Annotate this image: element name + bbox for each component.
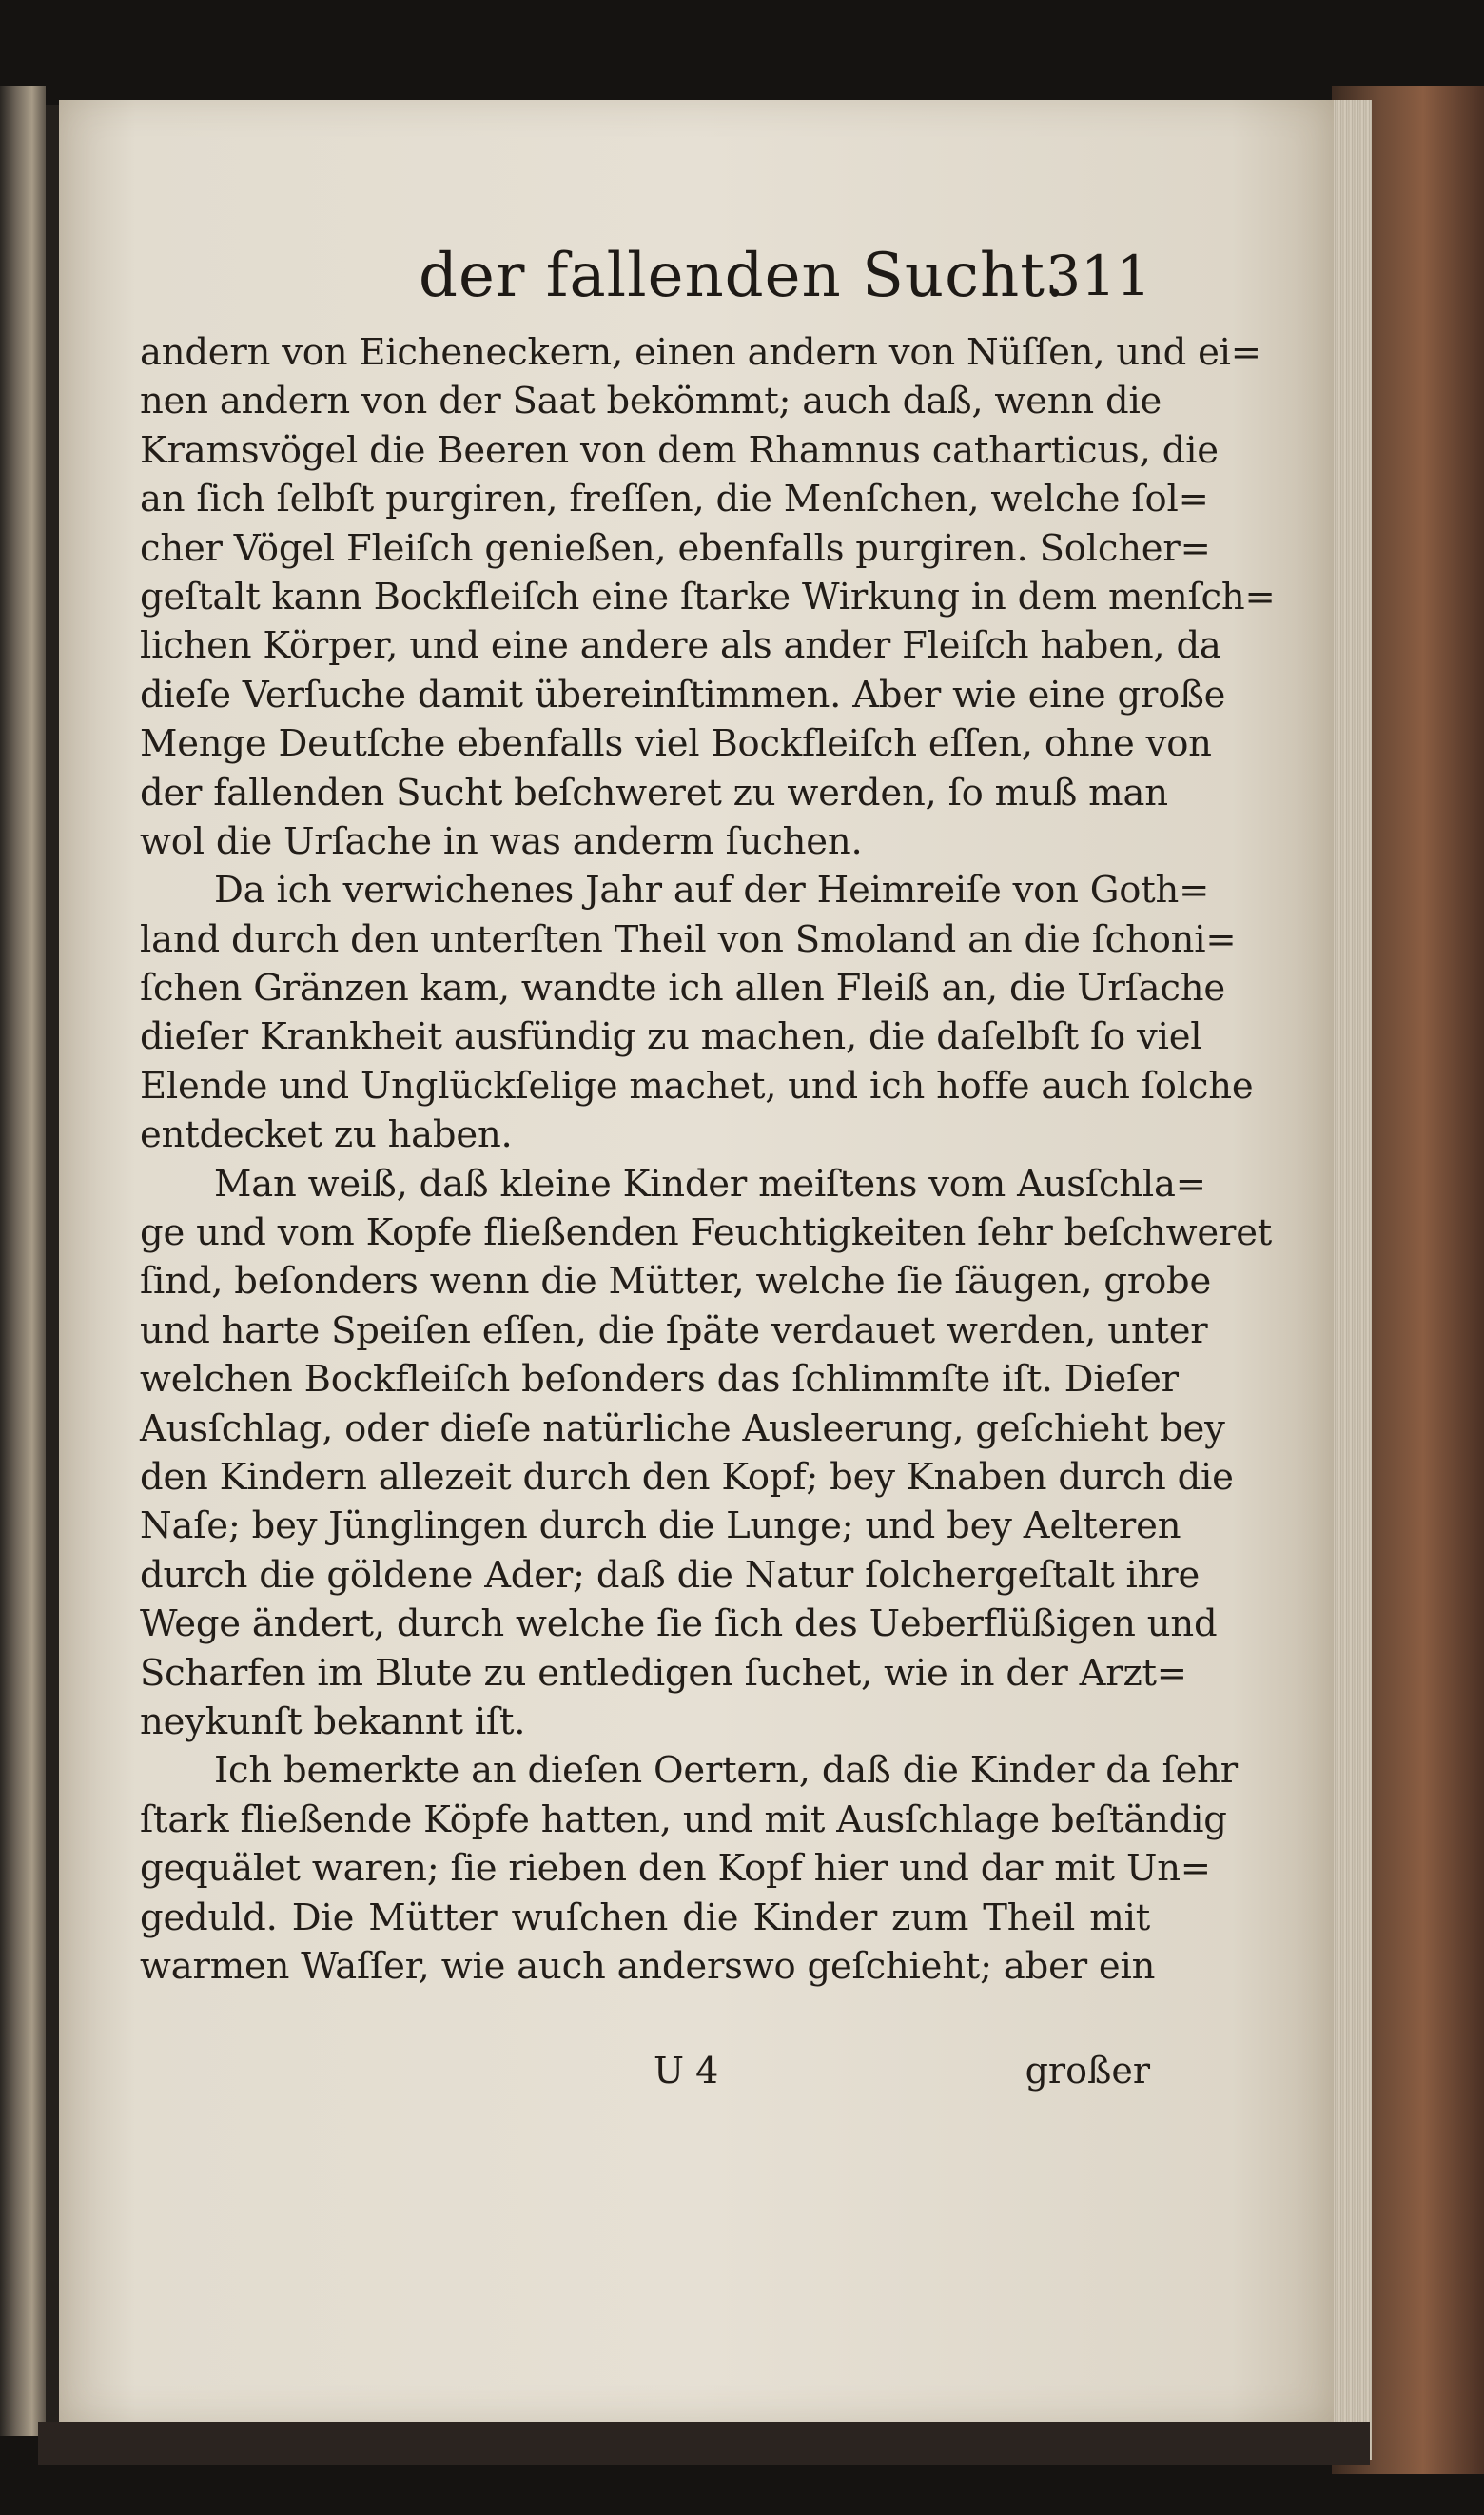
text-line: Elende und Unglückſelige machet, und ich hoffe auch ſolche [140,1064,1254,1108]
text-line: ge und vom Kopfe fließenden Feuchtigkeiten ſehr beſchweret [140,1211,1273,1255]
text-line: Menge Deutſche ebenfalls viel Bockfleiſch eſſen, ohne von [140,722,1212,766]
paragraph [140,1746,1238,1991]
paragraph [140,1160,1273,1747]
running-title: der fallenden Sucht. [419,241,1066,311]
text-line: entdecket zu haben. [140,1113,513,1157]
text-line: und harte Speiſen eſſen, die ſpäte verdauet werden, unter [140,1308,1208,1352]
text-line: Ich bemerkte an dieſen Oertern, daß die Kinder da ſehr [214,1749,1238,1793]
text-line: geſtalt kann Bockfleiſch eine ſtarke Wirkung in dem menſch= [140,575,1276,619]
text-line: wol die Urſache in was anderm ſuchen. [140,819,863,863]
text-line: geduld. Die Mütter wuſchen die Kinder zum Theil mit [140,1896,1150,1939]
text-line: welchen Bockfleiſch beſonders das ſchlimmſte iſt. Dieſer [140,1358,1179,1402]
catchword: großer [1025,2050,1150,2092]
text-line: gequälet waren; ſie rieben den Kopf hier und dar mit Un= [140,1847,1211,1891]
signature-mark: U 4 [654,2050,719,2092]
text-line: der fallenden Sucht beſchweret zu werden, ſo muß man [140,771,1168,815]
text-line: lichen Körper, und eine andere als ander Fleiſch haben, da [140,624,1221,668]
text-line: Da ich verwichenes Jahr auf der Heimreiſe von Goth= [214,869,1210,913]
facing-page-edge [0,86,46,2436]
text-line: dieſer Krankheit ausfündig zu machen, die daſelbſt ſo viel [140,1015,1202,1059]
page-footer [140,2046,1150,2095]
text-line: Scharfen im Blute zu entledigen ſuchet, wie in der Arzt= [140,1651,1187,1695]
text-line: land durch den unterſten Theil von Smoland an die ſchoni= [140,917,1237,961]
text-line: Kramsvögel die Beeren von dem Rhamnus catharticus, die [140,428,1219,472]
text-line: ſchen Gränzen kam, wandte ich allen Fleiß an, die Urſache [140,967,1225,1011]
running-head [133,233,1151,319]
text-line: neykunſt bekannt iſt. [140,1700,526,1743]
bottom-binding-shadow [38,2422,1370,2465]
body-text [140,328,1276,1991]
paragraph [140,866,1254,1159]
text-line: Man weiß, daß kleine Kinder meiſtens vom Ausſchla= [214,1162,1206,1206]
text-line: den Kindern allezeit durch den Kopf; bey Knaben durch die [140,1455,1234,1499]
text-line: dieſe Verſuche damit übereinſtimmen. Aber wie eine große [140,673,1226,717]
text-line: Ausſchlag, oder dieſe natürliche Ausleerung, geſchieht bey [140,1406,1225,1450]
text-line: an ſich ſelbſt purgiren, freſſen, die Menſchen, welche ſol= [140,478,1209,521]
gutter-shadow [46,105,59,2427]
text-line: andern von Eicheneckern, einen andern von Nüſſen, und ei= [140,331,1261,374]
text-line: ſind, beſonders wenn die Mütter, welche ſie ſäugen, grobe [140,1260,1212,1304]
page-number: 311 [1045,244,1151,308]
text-line: Wege ändert, durch welche ſie ſich des Ueberflüßigen und [140,1602,1218,1646]
text-line: nen andern von der Saat bekömmt; auch daß, wenn die [140,380,1162,423]
text-line: Naſe; bey Jünglingen durch die Lunge; und bey Aelteren [140,1504,1181,1548]
page-stack-edge [1330,100,1372,2460]
text-line: cher Vögel Fleiſch genießen, ebenfalls purgiren. Solcher= [140,526,1211,570]
text-line: durch die göldene Ader; daß die Natur ſolchergeſtalt ihre [140,1553,1201,1597]
text-line: ſtark fließende Köpfe hatten, und mit Ausſchlage beſtändig [140,1798,1227,1841]
paragraph [140,328,1276,866]
text-line: warmen Waſſer, wie auch anderswo geſchieht; aber ein [140,1944,1156,1988]
